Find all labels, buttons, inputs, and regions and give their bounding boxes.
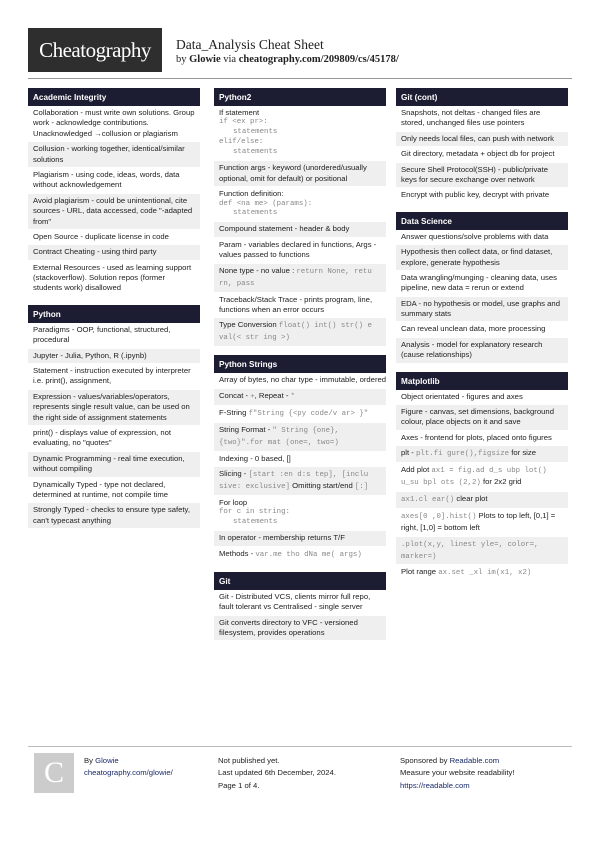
list-item: Avoid plagiarism - could be unintentional, cite sources - URL, data accessed, code "-adapted from" (28, 194, 200, 230)
column-3 (396, 88, 568, 590)
section-data-science (396, 212, 568, 364)
code-inline: [:] (354, 483, 369, 492)
func-def-label: Function definition: (219, 189, 284, 199)
section-body (214, 373, 386, 563)
section-body (28, 106, 200, 297)
section-title: Matplotlib (396, 372, 568, 390)
list-item: Secure Shell Protocol(SSH) - public/private keys for secure exchange over network (396, 163, 568, 189)
list-item (214, 318, 386, 347)
slicing-label: Slicing - (219, 469, 249, 479)
list-item (214, 406, 386, 423)
list-item: External Resources - used as learning support (stackoverflow). Solution repos (former students work) disallowed (28, 261, 200, 297)
code-inline: return None, retu rn, pass (219, 267, 372, 288)
section-title: Academic Integrity (28, 88, 200, 106)
list-item: Figure - canvas, set dimensions, background colour, place objects on it and save (396, 405, 568, 431)
code-line: elif/else: (219, 138, 264, 147)
repeat-label: , Repeat - (254, 390, 291, 400)
section-body (396, 390, 568, 583)
code-line: for c in string: (219, 508, 290, 517)
section-academic-integrity (28, 88, 200, 297)
list-item (396, 537, 568, 566)
footer-sponsor (400, 755, 515, 792)
code-inline: ax1 = fig.ad d_s ubp lot() u_su bpl ots (2,2) (401, 467, 547, 488)
code-inline: plt.fi gure(),figsize (415, 450, 510, 459)
list-item: Git directory, metadata + object db for project (396, 147, 568, 162)
list-item: EDA - no hypothesis or model, use graphs and summary stats (396, 297, 568, 323)
strformat-label: String Format - (219, 424, 273, 434)
list-item (214, 423, 386, 452)
sponsor-tagline: Measure your website readability! (400, 768, 515, 778)
author-link[interactable]: Glowie (189, 54, 221, 65)
list-item (214, 187, 386, 222)
list-item: Snapshots, not deltas - changed files are stored, unchanged files use pointers (396, 106, 568, 132)
list-item: Analysis - model for explanatory research (cause relationships) (396, 338, 568, 364)
code-line: statements (233, 128, 278, 137)
by-label: by (176, 54, 187, 65)
section-body (396, 106, 568, 204)
list-item: Array of bytes, no char type - immutable, ordered (214, 373, 386, 388)
list-item (214, 547, 386, 564)
fstring-label: F-String (219, 407, 249, 417)
list-item: Function args - keyword (unordered/usually optional, omit for default) or positional (214, 161, 386, 187)
page-title: Data_Analysis Cheat Sheet (176, 37, 324, 52)
methods-label: Methods - (219, 548, 256, 558)
page-number: Page 1 of 4. (218, 780, 260, 790)
list-item: Traceback/Stack Trace - prints program, line, functions when an error occurs (214, 293, 386, 319)
section-body (214, 590, 386, 642)
code-inline: [start :en d:s tep], [inclu sive: exclusive] (219, 471, 369, 492)
code-inline: .plot(x,y, linest yle=, color=, marker=) (401, 540, 539, 561)
list-item: Collaboration - must write own solutions. Group work - acknowledge contributions. Unacknowledged →collusion or plagiarism (28, 106, 200, 142)
section-python (28, 305, 200, 529)
list-item: Param - variables declared in functions, Args - values passed to functions (214, 238, 386, 264)
list-item: Git converts directory to VFC - versioned filesystem, provides operations (214, 616, 386, 642)
text-inline: Plot range (401, 567, 439, 577)
list-item: Paradigms - OOP, functional, structured, procedural (28, 323, 200, 349)
section-body (396, 230, 568, 364)
list-item: print() - displays value of expression, not evaluating, no "quotes" (28, 426, 200, 452)
section-git (214, 572, 386, 642)
list-item: Dynamic Programming - real time execution, without compiling (28, 452, 200, 478)
header-divider (28, 78, 572, 79)
section-python-strings (214, 355, 386, 563)
last-updated: Last updated 6th December, 2024. (218, 768, 336, 778)
list-item: Expression - values/variables/operators, represents single result value, can be used on the right side of assignment statements (28, 390, 200, 426)
list-item: Answer questions/solve problems with data (396, 230, 568, 245)
text-inline: for 2x2 grid (480, 477, 522, 487)
code-inline: float() int() str() e val(< str ing >) (219, 322, 372, 343)
section-title: Git (214, 572, 386, 590)
author-avatar[interactable]: C (34, 753, 74, 793)
section-title: Python2 (214, 88, 386, 106)
sheet-url-link[interactable]: cheatography.com/209809/cs/45178/ (238, 54, 399, 65)
typeconv-label: Type Conversion (219, 320, 279, 330)
footer-publication (218, 755, 336, 792)
list-item (214, 106, 386, 161)
code-inline: ax.set _xl im(x1, x2) (438, 569, 532, 578)
text-inline: Add plot (401, 465, 432, 475)
column-1 (28, 88, 200, 537)
if-label: If statement (219, 108, 260, 117)
by-label: By (84, 756, 96, 765)
section-body (28, 323, 200, 529)
list-item: Plagiarism - using code, ideas, words, data without acknowledgement (28, 168, 200, 194)
author-link[interactable]: Glowie (95, 756, 119, 765)
list-item: Only needs local files, can push with network (396, 132, 568, 147)
none-label: None type - no value : (219, 265, 297, 275)
text-inline: plt - (401, 448, 416, 458)
list-item (214, 496, 386, 531)
code-inline: * (290, 392, 295, 401)
header (28, 28, 572, 76)
footer (28, 746, 572, 802)
list-item: Collusion - working together, identical/similar solutions (28, 142, 200, 168)
code-inline: ax1.cl ear() (401, 496, 455, 505)
list-item: In operator - membership returns T/F (214, 531, 386, 546)
code-line: statements (233, 148, 278, 157)
text-inline: for size (509, 448, 537, 458)
footer-author (84, 755, 173, 780)
section-title: Python (28, 305, 200, 323)
code-line: if <ex pr>: (219, 118, 268, 127)
list-item (396, 492, 568, 509)
section-title: Data Science (396, 212, 568, 230)
text-inline: Plots to top left, [0,1] = right, [1,0] = bottom left (401, 511, 556, 533)
list-item: Git - Distributed VCS, clients mirror full repo, fault tolerant vs Centralised - single server (214, 590, 386, 616)
section-python2 (214, 88, 386, 347)
subtitle (176, 53, 399, 67)
code-inline: f"String {<py code/v ar> }" (248, 409, 369, 418)
via-label: via (223, 54, 237, 65)
published-status: Not published yet. (218, 756, 280, 765)
section-body (214, 106, 386, 347)
section-git-cont (396, 88, 568, 204)
list-item (396, 565, 568, 582)
sponsor-url-link[interactable]: https://readable.com (400, 780, 470, 790)
list-item (214, 264, 386, 293)
omit-label: Omitting start/end (289, 481, 355, 491)
list-item: Strongly Typed - checks to ensure type safety, can't typecast anything (28, 503, 200, 529)
code-inline: " String {one}, {two}".for mat (one=, two=) (219, 426, 339, 447)
list-item: Contract Cheating - using third party (28, 245, 200, 260)
list-item: Dynamically Typed - type not declared, determined at runtime, not compile time (28, 478, 200, 504)
list-item: Open Source - duplicate license in code (28, 230, 200, 245)
for-label: For loop (219, 498, 248, 508)
code-line: def <na me> (params): (219, 199, 313, 208)
list-item: Can reveal unclean data, more processing (396, 322, 568, 337)
sponsor-label: Sponsored by (400, 756, 450, 765)
list-item: Encrypt with public key, decrypt with private (396, 188, 568, 203)
list-item: Axes - frontend for plots, placed onto figures (396, 431, 568, 446)
list-item: Jupyter - Julia, Python, R (.ipynb) (28, 349, 200, 364)
list-item: Statement - instruction executed by interpreter i.e. print(), assignment, (28, 364, 200, 390)
list-item (396, 446, 568, 463)
list-item: Object orientated - figures and axes (396, 390, 568, 405)
code-inline: + (250, 392, 255, 401)
cheatography-logo[interactable]: Cheatography (28, 28, 162, 72)
section-title: Python Strings (214, 355, 386, 373)
list-item (214, 389, 386, 406)
text-inline: clear plot (454, 494, 488, 504)
profile-link[interactable]: cheatography.com/glowie/ (84, 768, 173, 778)
code-inline: var.me tho dNa me( args) (255, 550, 362, 559)
list-item (396, 509, 568, 536)
list-item (214, 467, 386, 496)
code-line: statements (233, 518, 278, 527)
code-inline: axes[0 ,0].hist() (401, 513, 477, 522)
code-line: statements (233, 209, 278, 218)
section-title: Git (cont) (396, 88, 568, 106)
list-item: Hypothesis then collect data, or find dataset, explore, generate hypothesis (396, 245, 568, 271)
list-item (396, 463, 568, 492)
sponsor-link[interactable]: Readable.com (449, 756, 500, 765)
section-matplotlib (396, 372, 568, 583)
list-item: Data wrangling/munging - cleaning data, uses pipeline, new data = rerun or extend (396, 271, 568, 297)
concat-label: Concat - (219, 390, 251, 400)
column-2 (214, 88, 386, 649)
list-item: Compound statement - header & body (214, 222, 386, 237)
list-item: Indexing - 0 based, [] (214, 452, 386, 467)
